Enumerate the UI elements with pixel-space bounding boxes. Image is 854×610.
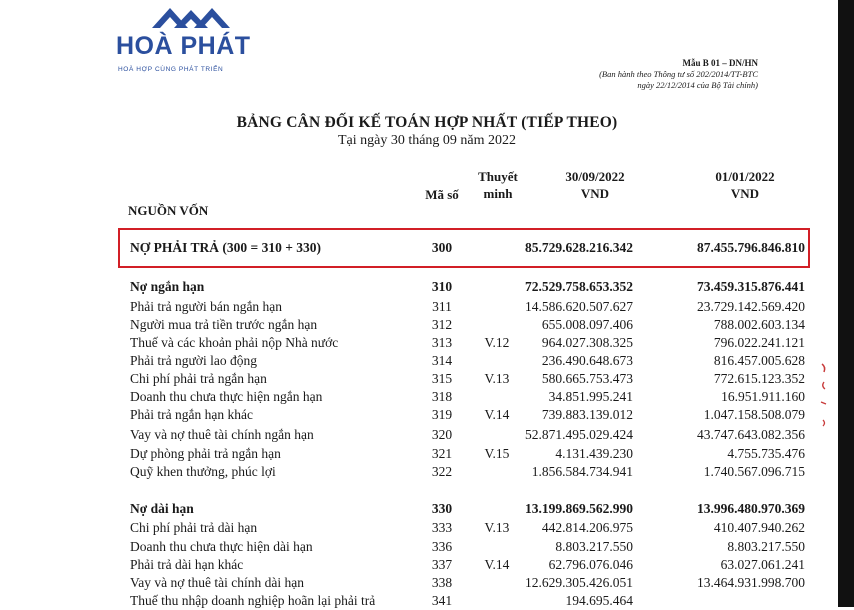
row-value-2022-09-30: 964.027.308.325	[541, 335, 633, 350]
row-note: V.13	[484, 520, 510, 535]
row-label: Nợ ngắn hạn	[130, 279, 205, 294]
page-subtitle: Tại ngày 30 tháng 09 năm 2022	[337, 133, 517, 148]
row-label: Vay và nợ thuê tài chính dài hạn	[130, 575, 304, 590]
row-code: 318	[431, 389, 453, 404]
row-value-2022-01-01: 73.459.315.876.441	[697, 279, 805, 294]
row-code: 330	[431, 501, 453, 516]
row-value-2022-01-01: 8.803.217.550	[727, 539, 805, 554]
row-value-2022-09-30: 739.883.139.012	[541, 407, 633, 422]
row-value-2022-09-30: 34.851.995.241	[548, 389, 633, 404]
table-row	[0, 370, 854, 388]
form-code: Mẫu B 01 – DN/HN	[682, 58, 758, 68]
row-label: Phải trả người lao động	[130, 353, 257, 368]
table-row	[0, 556, 854, 574]
table-row	[0, 316, 854, 334]
row-label: Doanh thu chưa thực hiện ngắn hạn	[130, 389, 323, 404]
column-header-code: Mã số	[425, 187, 459, 202]
row-code: 313	[431, 335, 453, 350]
row-code: 310	[431, 279, 453, 294]
row-note: V.12	[484, 335, 510, 350]
table-row	[0, 426, 854, 444]
form-issued-line-1: (Ban hành theo Thông tư số 202/2014/TT-BTC	[599, 69, 758, 79]
row-value-2022-01-01: 4.755.735.476	[727, 446, 805, 461]
row-code: 322	[431, 464, 453, 479]
row-value-2022-09-30: 4.131.439.230	[555, 446, 633, 461]
row-value-2022-01-01: 788.002.603.134	[713, 317, 805, 332]
row-label: Người mua trả tiền trước ngắn hạn	[130, 317, 318, 332]
row-value-2022-01-01: 16.951.911.160	[721, 389, 805, 404]
table-row	[0, 352, 854, 370]
table-row	[0, 388, 854, 406]
column-header-v1-date: 30/09/2022	[565, 169, 625, 184]
row-label: Chi phí phải trả dài hạn	[130, 520, 258, 535]
row-value-2022-01-01: 13.464.931.998.700	[697, 575, 805, 590]
column-header-note-line-1: Thuyết	[478, 169, 518, 184]
row-label: Phải trả ngắn hạn khác	[130, 407, 253, 422]
row-value-2022-01-01: 1.047.158.508.079	[703, 407, 805, 422]
row-code: 341	[431, 593, 453, 608]
row-value-2022-09-30: 13.199.869.562.990	[525, 501, 633, 516]
column-header-v1-unit: VND	[580, 186, 610, 201]
row-label: Thuế thu nhập doanh nghiệp hoãn lại phải trả	[130, 593, 376, 608]
row-code: 311	[432, 299, 452, 314]
row-code: 312	[431, 317, 453, 332]
row-label: Phải trả dài hạn khác	[130, 557, 244, 572]
row-note: V.15	[484, 446, 510, 461]
row-note: V.13	[484, 371, 510, 386]
row-value-2022-09-30: 8.803.217.550	[555, 539, 633, 554]
row-value-2022-01-01: 1.740.567.096.715	[703, 464, 805, 479]
row-value-2022-09-30: 236.490.648.673	[541, 353, 633, 368]
column-header-v2-unit: VND	[730, 186, 760, 201]
table-row	[0, 500, 854, 518]
column-header-note-line-2: minh	[483, 186, 513, 201]
row-value-2022-09-30: 72.529.758.653.352	[525, 279, 633, 294]
row-code: 337	[431, 557, 453, 572]
table-row	[0, 278, 854, 296]
hoa-phat-logo-icon	[150, 4, 232, 30]
table-row	[0, 406, 854, 424]
row-value-2022-09-30: 52.871.495.029.424	[525, 427, 633, 442]
row-note: V.14	[484, 407, 510, 422]
column-header-note	[470, 168, 526, 202]
table-row	[0, 463, 854, 481]
table-row	[0, 538, 854, 556]
page-title: BẢNG CÂN ĐỐI KẾ TOÁN HỢP NHẤT (TIẾP THEO)	[236, 114, 618, 131]
row-code: 314	[431, 353, 453, 368]
row-value-2022-01-01: 43.747.643.082.356	[697, 427, 805, 442]
row-value-2022-01-01: 23.729.142.569.420	[697, 299, 805, 314]
row-code: 333	[431, 520, 453, 535]
row-value-2022-01-01: 796.022.241.121	[713, 335, 805, 350]
row-value-2022-01-01: 87.455.796.846.810	[697, 240, 805, 255]
row-label: NỢ PHẢI TRẢ (300 = 310 + 330)	[130, 240, 322, 255]
row-label: Dự phòng phải trả ngắn hạn	[130, 446, 281, 461]
row-code: 338	[431, 575, 453, 590]
row-label: Vay và nợ thuê tài chính ngắn hạn	[130, 427, 314, 442]
row-value-2022-09-30: 1.856.584.734.941	[531, 464, 633, 479]
row-value-2022-09-30: 655.008.097.406	[541, 317, 633, 332]
table-row	[0, 592, 854, 610]
row-value-2022-09-30: 14.586.620.507.627	[525, 299, 633, 314]
column-header-v2	[690, 168, 800, 202]
table-row	[0, 574, 854, 592]
form-issued-line-2: ngày 22/12/2014 của Bộ Tài chính)	[637, 80, 758, 90]
table-row	[0, 445, 854, 463]
row-code: 319	[431, 407, 453, 422]
row-value-2022-09-30: 580.665.753.473	[541, 371, 633, 386]
row-label: Phải trả người bán ngắn hạn	[130, 299, 283, 314]
row-value-2022-09-30: 12.629.305.426.051	[525, 575, 633, 590]
total-liabilities-row	[0, 239, 854, 257]
row-value-2022-09-30: 85.729.628.216.342	[525, 240, 633, 255]
table-row	[0, 334, 854, 352]
row-note: V.14	[484, 557, 510, 572]
row-value-2022-01-01: 13.996.480.970.369	[697, 501, 805, 516]
row-code: 336	[431, 539, 453, 554]
row-label: Thuế và các khoản phải nộp Nhà nước	[130, 335, 339, 350]
table-row	[0, 519, 854, 537]
red-stamp-marks	[818, 360, 832, 440]
form-reference	[599, 58, 758, 91]
row-code: 300	[431, 240, 453, 255]
company-slogan: HOÀ HỢP CÙNG PHÁT TRIỂN	[118, 66, 224, 73]
column-header-v2-date: 01/01/2022	[715, 169, 775, 184]
row-label: Nợ dài hạn	[130, 501, 194, 516]
company-name: HOÀ PHÁT	[116, 32, 251, 60]
column-header-v1	[540, 168, 650, 202]
row-value-2022-01-01: 816.457.005.628	[713, 353, 805, 368]
row-value-2022-01-01: 410.407.940.262	[713, 520, 805, 535]
column-header-label: NGUỒN VỐN	[128, 203, 209, 218]
row-label: Doanh thu chưa thực hiện dài hạn	[130, 539, 313, 554]
row-value-2022-09-30: 194.695.464	[565, 593, 633, 608]
row-code: 321	[431, 446, 453, 461]
row-value-2022-01-01: 63.027.061.241	[720, 557, 805, 572]
row-value-2022-09-30: 442.814.206.975	[541, 520, 633, 535]
row-code: 320	[431, 427, 453, 442]
row-label: Quỹ khen thưởng, phúc lợi	[130, 464, 276, 479]
row-value-2022-09-30: 62.796.076.046	[548, 557, 633, 572]
row-label: Chi phí phải trả ngắn hạn	[130, 371, 267, 386]
table-row	[0, 298, 854, 316]
row-code: 315	[431, 371, 453, 386]
row-value-2022-01-01: 772.615.123.352	[713, 371, 805, 386]
